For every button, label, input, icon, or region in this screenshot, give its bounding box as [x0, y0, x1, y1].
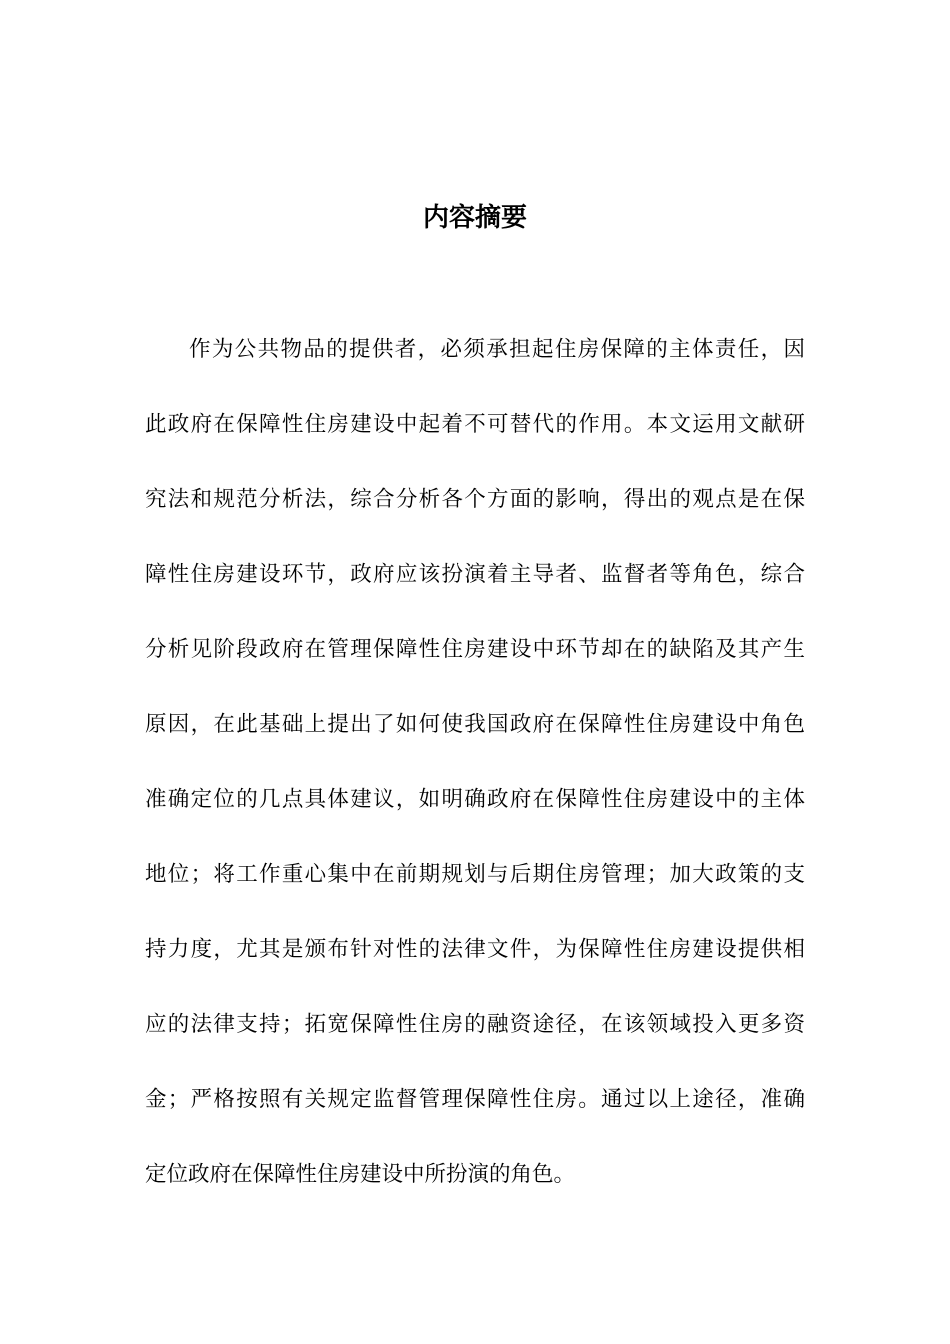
paragraph-line: 原因，在此基础上提出了如何使我国政府在保障性住房建设中角色 [145, 712, 805, 737]
paragraph-line: 准确定位的几点具体建议，如明确政府在保障性住房建设中的主体 [145, 787, 805, 812]
paragraph-line: 持力度，尤其是颁布针对性的法律文件，为保障性住房建设提供相 [145, 937, 805, 962]
paragraph-line: 地位；将工作重心集中在前期规划与后期住房管理；加大政策的支 [145, 862, 805, 887]
paragraph-line: 此政府在保障性住房建设中起着不可替代的作用。本文运用文献研 [145, 412, 805, 437]
paragraph-line: 作为公共物品的提供者，必须承担起住房保障的主体责任，因 [189, 337, 805, 362]
paragraph-line: 究法和规范分析法，综合分析各个方面的影响，得出的观点是在保 [145, 487, 805, 512]
paragraph-line: 障性住房建设环节，政府应该扮演着主导者、监督者等角色，综合 [145, 562, 805, 587]
paragraph-line: 应的法律支持；拓宽保障性住房的融资途径，在该领域投入更多资 [145, 1012, 805, 1037]
paragraph-line: 分析见阶段政府在管理保障性住房建设中环节却在的缺陷及其产生 [145, 637, 805, 662]
abstract-paragraph [145, 330, 805, 1230]
paragraph-line: 定位政府在保障性住房建设中所扮演的角色。 [145, 1162, 576, 1187]
page-title: 内容摘要 [422, 203, 527, 233]
paragraph-line: 金；严格按照有关规定监督管理保障性住房。通过以上途径，准确 [145, 1087, 805, 1112]
